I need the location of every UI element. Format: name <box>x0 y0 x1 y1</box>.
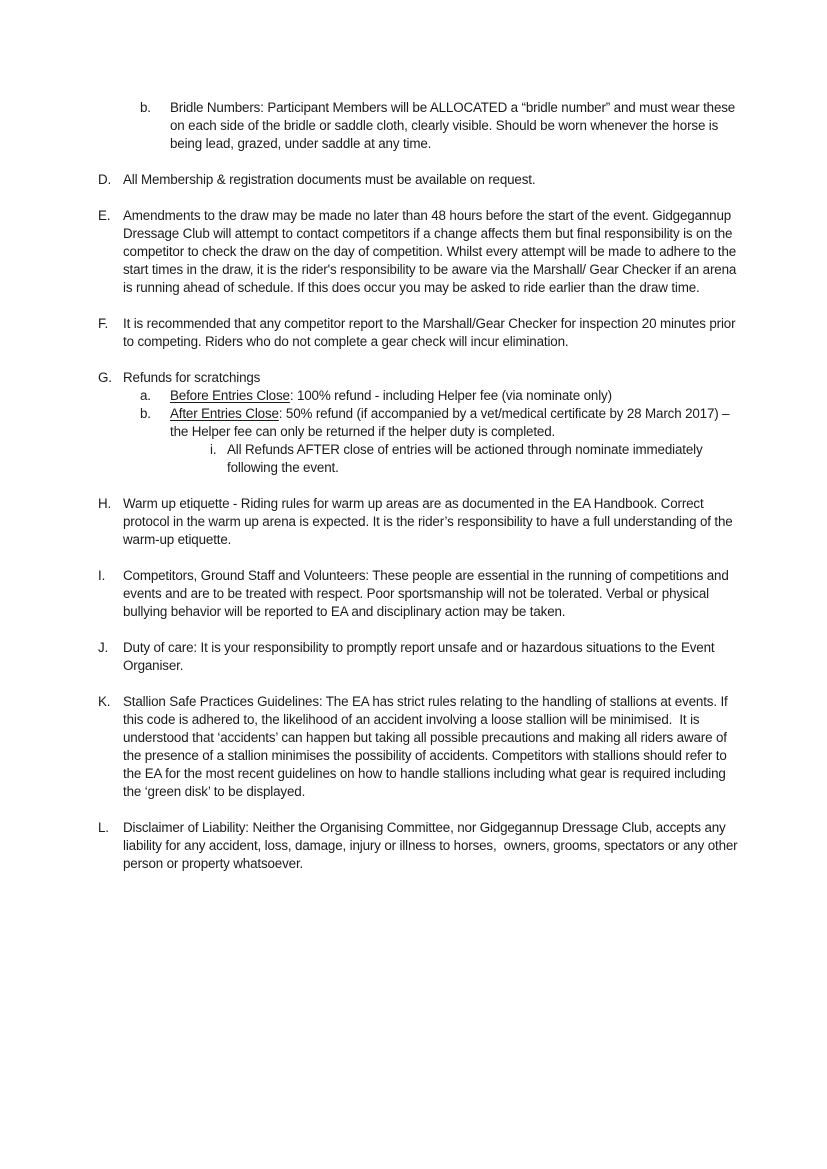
list-item <box>0 207 827 297</box>
list-item-text <box>123 315 747 351</box>
list-marker: a. <box>140 388 151 403</box>
list-item <box>0 639 827 675</box>
list-item <box>0 315 827 351</box>
list-marker: H. <box>98 496 112 511</box>
list-item-text <box>123 819 747 873</box>
list-marker: I. <box>98 568 106 583</box>
list-item-text <box>123 369 747 387</box>
list-item-text <box>123 693 747 801</box>
list-item <box>0 369 827 387</box>
list-item-text <box>123 567 747 621</box>
underlined-text-run: After Entries Close <box>170 406 279 421</box>
list-item-text <box>123 171 747 189</box>
text-run: Duty of care: It is your responsibility to promptly report unsafe and or hazardous situations to the Event Organiser. <box>123 640 719 673</box>
text-run: Bridle Numbers: Participant Members will be ALLOCATED a “bridle number” and must wear these on each side of the bridle or saddle cloth, clearly visible. Should be worn whenever the horse is being lead, grazed, under saddle at any time. <box>170 100 739 151</box>
list-marker: b. <box>140 100 151 115</box>
text-run: Competitors, Ground Staff and Volunteers: These people are essential in the running of competitions and events and are to be treated with respect. Poor sportsmanship will not be tolerated. Verbal or physical bullying behavior will be reported to EA and disciplinary action may be taken. <box>123 568 733 619</box>
list-item <box>0 405 827 441</box>
list-marker: K. <box>98 694 111 709</box>
list-marker: J. <box>98 640 109 655</box>
text-run: All Membership & registration documents must be available on request. <box>123 172 536 187</box>
document-list <box>0 99 827 873</box>
list-marker: E. <box>98 208 111 223</box>
text-run: Disclaimer of Liability: Neither the Organising Committee, nor Gidgegannup Dressage Club, accepts any liability for any accident, loss, damage, injury or illness to horses, owners, grooms, spectators or any other person or property whatsoever. <box>123 820 742 871</box>
list-item <box>0 99 827 153</box>
list-item <box>0 441 827 477</box>
underlined-text-run: Before Entries Close <box>170 388 290 403</box>
list-item <box>0 819 827 873</box>
list-marker: b. <box>140 406 151 421</box>
list-item-text <box>170 405 750 441</box>
list-marker: F. <box>98 316 109 331</box>
text-run: All Refunds AFTER close of entries will be actioned through nominate immediately following the event. <box>227 442 707 475</box>
list-item-text <box>227 441 735 477</box>
list-marker: i. <box>210 442 217 457</box>
list-item-text <box>123 207 747 297</box>
text-run: : 50% refund (if accompanied by a vet/medical certificate by 28 March 2017) – the Helper fee can only be returned if the helper duty is completed. <box>170 406 734 439</box>
list-item <box>0 495 827 549</box>
text-run: It is recommended that any competitor report to the Marshall/Gear Checker for inspection 20 minutes prior to competing. Riders who do not complete a gear check will incur elimination. <box>123 316 739 349</box>
list-item <box>0 693 827 801</box>
text-run: Amendments to the draw may be made no later than 48 hours before the start of the event. Gidgegannup Dressage Club will attempt to contact competitors if a change affects them but final responsibility is on the competitor to check the draw on the day of competition. Whilst every attempt will be made to adhere to the start times in the draw, it is the rider's responsibility to be aware via the Marshall/ Gear Checker if an arena is running ahead of schedule. If this does occur you may be asked to ride earlier than the draw time. <box>123 208 740 295</box>
text-run: : 100% refund - including Helper fee (via nominate only) <box>289 388 612 403</box>
list-marker: G. <box>98 370 112 385</box>
list-item-text <box>170 387 750 405</box>
list-item-text <box>170 99 750 153</box>
text-run: Stallion Safe Practices Guidelines: The EA has strict rules relating to the handling of stallions at events. If this code is adhered to, the likelihood of an accident involving a loose stallion will be minimised. It is understood that ‘accidents’ can happen but taking all possible precautions and making all riders aware of the presence of a stallion minimises the possibility of accidents. Competitors with stallions should refer to the EA for the most recent guidelines on how to handle stallions including what gear is required including the ‘green disk’ to be displayed. <box>123 694 732 799</box>
list-item <box>0 567 827 621</box>
list-item <box>0 387 827 405</box>
list-item <box>0 171 827 189</box>
list-item-text <box>123 495 747 549</box>
list-marker: L. <box>98 820 109 835</box>
text-run: Warm up etiquette - Riding rules for warm up areas are as documented in the EA Handbook. Correct protocol in the warm up arena is expected. It is the rider’s responsibility to have a full understanding of the warm-up etiquette. <box>123 496 737 547</box>
text-run: Refunds for scratchings <box>123 370 261 385</box>
list-item-text <box>123 639 747 675</box>
list-marker: D. <box>98 172 112 187</box>
